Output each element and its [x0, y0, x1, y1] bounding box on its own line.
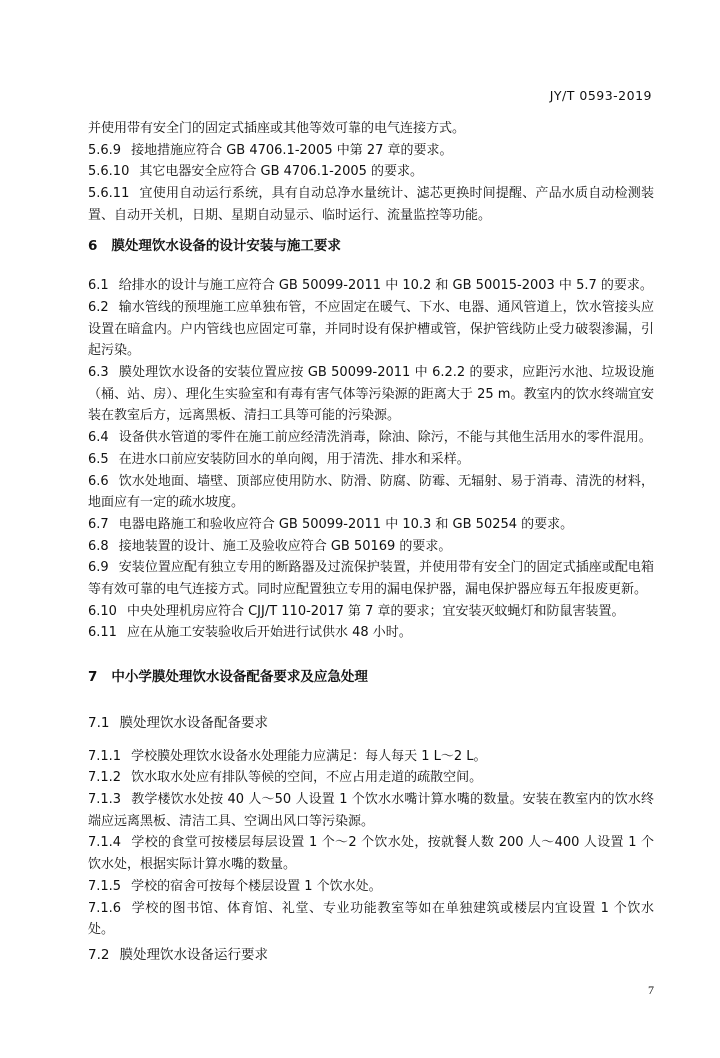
clause-paragraph — [88, 536, 654, 558]
section-heading — [88, 945, 654, 967]
clause-number: 5.6.11 — [88, 186, 130, 202]
clause-paragraph — [88, 832, 654, 875]
clause-paragraph — [88, 767, 654, 789]
section-heading — [88, 713, 654, 735]
clause-paragraph — [88, 789, 654, 832]
clause-number: 5.6.10 — [88, 164, 130, 180]
clause-number: 7.1.3 — [88, 791, 122, 807]
clause-paragraph — [88, 557, 654, 600]
section-heading — [88, 236, 654, 258]
clause-text: 学校膜处理饮水设备水处理能力应满足：每人每天 1 L～2 L。 — [131, 748, 487, 764]
clause-number: 6.11 — [88, 625, 117, 641]
clause-text: 中央处理机房应符合 CJJ/T 110-2017 第 7 章的要求；宜安装灭蚊蝇灯和防鼠害装置。 — [126, 603, 625, 619]
clause-number: 6.3 — [88, 365, 109, 381]
clause-text: 接地措施应符合 GB 4706.1-2005 中第 27 章的要求。 — [131, 142, 453, 158]
clause-text: 膜处理饮水设备运行要求 — [119, 946, 268, 963]
clause-paragraph — [88, 898, 654, 941]
clause-number: 7.1.6 — [88, 900, 122, 916]
clause-number: 6 — [88, 237, 98, 254]
clause-text: 应在从施工安装验收后开始进行试供水 48 小时。 — [126, 625, 412, 641]
clause-number: 7.1.2 — [88, 770, 122, 786]
clause-paragraph — [88, 427, 654, 449]
clause-number: 6.5 — [88, 451, 109, 467]
clause-paragraph — [88, 118, 654, 140]
clause-number: 6.7 — [88, 516, 109, 532]
clause-paragraph — [88, 297, 654, 362]
clause-number: 7 — [88, 669, 98, 686]
clause-paragraph — [88, 449, 654, 471]
document-body — [88, 0, 654, 967]
clause-paragraph — [88, 275, 654, 297]
clause-text: 设备供水管道的零件在施工前应经清洗消毒，除油、除污，不能与其他生活用水的零件混用。 — [118, 430, 652, 446]
clause-number: 7.1.4 — [88, 835, 122, 851]
clause-text: 膜处理饮水设备的设计安装与施工要求 — [111, 237, 341, 254]
clause-paragraph — [88, 471, 654, 514]
clause-number: 7.1.5 — [88, 878, 122, 894]
clause-paragraph — [88, 746, 654, 768]
clause-paragraph — [88, 876, 654, 898]
clause-paragraph — [88, 622, 654, 644]
clause-text: 教学楼饮水处按 40 人～50 人设置 1 个饮水水嘴计算水嘴的数量。安装在教室内的饮水终端应远离黑板、清洁工具、空调出风口等污染源。 — [88, 791, 654, 829]
clause-text: 安装位置应配有独立专用的断路器及过流保护装置，并使用带有安全门的固定式插座或配电箱等有效可靠的电气连接方式。同时应配置独立专用的漏电保护器，漏电保护器应每五年报废更新。 — [88, 560, 654, 598]
clause-number: 6.8 — [88, 538, 109, 554]
clause-text: 电器电路施工和验收应符合 GB 50099-2011 中 10.3 和 GB 50254 的要求。 — [118, 516, 574, 532]
clause-paragraph — [88, 183, 654, 226]
clause-number: 5.6.9 — [88, 142, 122, 158]
clause-paragraph — [88, 601, 654, 623]
clause-number: 6.9 — [88, 560, 109, 576]
clause-text: 膜处理饮水设备的安装位置应按 GB 50099-2011 中 6.2.2 的要求，应距污水池、垃圾设施（桶、站、房）、理化生实验室和有毒有害气体等污染源的距离大于 25 m。教室内的饮水终端宜安装在教室后方，远离黑板、清扫工具等可能的污染源。 — [88, 365, 654, 424]
clause-number: 6.1 — [88, 278, 109, 294]
clause-number: 6.2 — [88, 299, 109, 315]
clause-number: 6.4 — [88, 430, 109, 446]
document-code: JY/T 0593-2019 — [549, 88, 652, 103]
clause-number: 6.6 — [88, 473, 109, 489]
clause-number: 7.2 — [88, 946, 110, 963]
clause-text: 膜处理饮水设备配备要求 — [119, 714, 268, 731]
clause-number: 7.1.1 — [88, 748, 122, 764]
clause-number: 7.1 — [88, 714, 110, 731]
clause-paragraph — [88, 140, 654, 162]
clause-text: 学校的宿舍可按每个楼层设置 1 个饮水处。 — [131, 878, 382, 894]
clause-text: 在进水口前应安装防回水的单向阀，用于清洗、排水和采样。 — [118, 451, 470, 467]
section-heading — [88, 667, 654, 689]
clause-text: 饮水取水处应有排队等候的空间，不应占用走道的疏散空间。 — [131, 770, 483, 786]
page-footer — [88, 979, 654, 1058]
clause-number: 6.10 — [88, 603, 117, 619]
clause-text: 中小学膜处理饮水设备配备要求及应急处理 — [111, 669, 368, 686]
clause-text: 学校的食堂可按楼层每层设置 1 个～2 个饮水处，按就餐人数 200 人～400 人设置 1 个饮水处，根据实际计算水嘴的数量。 — [88, 835, 654, 873]
clause-text: 给排水的设计与施工应符合 GB 50099-2011 中 10.2 和 GB 50015-2003 中 5.7 的要求。 — [118, 278, 653, 294]
clause-paragraph — [88, 514, 654, 536]
clause-paragraph — [88, 161, 654, 183]
clause-text: 宜使用自动运行系统，具有自动总净水量统计、滤芯更换时间提醒、产品水质自动检测装置、自动开关机，日期、星期自动显示、临时运行、流量监控等功能。 — [88, 186, 654, 223]
clause-text: 其它电器安全应符合 GB 4706.1-2005 的要求。 — [139, 164, 424, 180]
page-number: 7 — [648, 982, 654, 997]
clause-text: 并使用带有安全门的固定式插座或其他等效可靠的电气连接方式。 — [88, 121, 466, 136]
clause-paragraph — [88, 362, 654, 427]
clause-text: 接地装置的设计、施工及验收应符合 GB 50169 的要求。 — [118, 538, 452, 554]
clause-text: 学校的图书馆、体育馆、礼堂、专业功能教室等如在单独建筑或楼层内宜设置 1 个饮水处。 — [88, 900, 654, 938]
clause-text: 输水管线的预埋施工应单独布管，不应固定在暖气、下水、电器、通风管道上，饮水管接头应设置在暗盒内。户内管线也应固定可靠，并同时设有保护槽或管，保护管线防止受力破裂渗漏，引起污染。 — [88, 299, 654, 359]
clause-text: 饮水处地面、墙壁、顶部应使用防水、防滑、防腐、防霉、无辐射、易于消毒、清洗的材料，地面应有一定的疏水坡度。 — [88, 473, 654, 511]
